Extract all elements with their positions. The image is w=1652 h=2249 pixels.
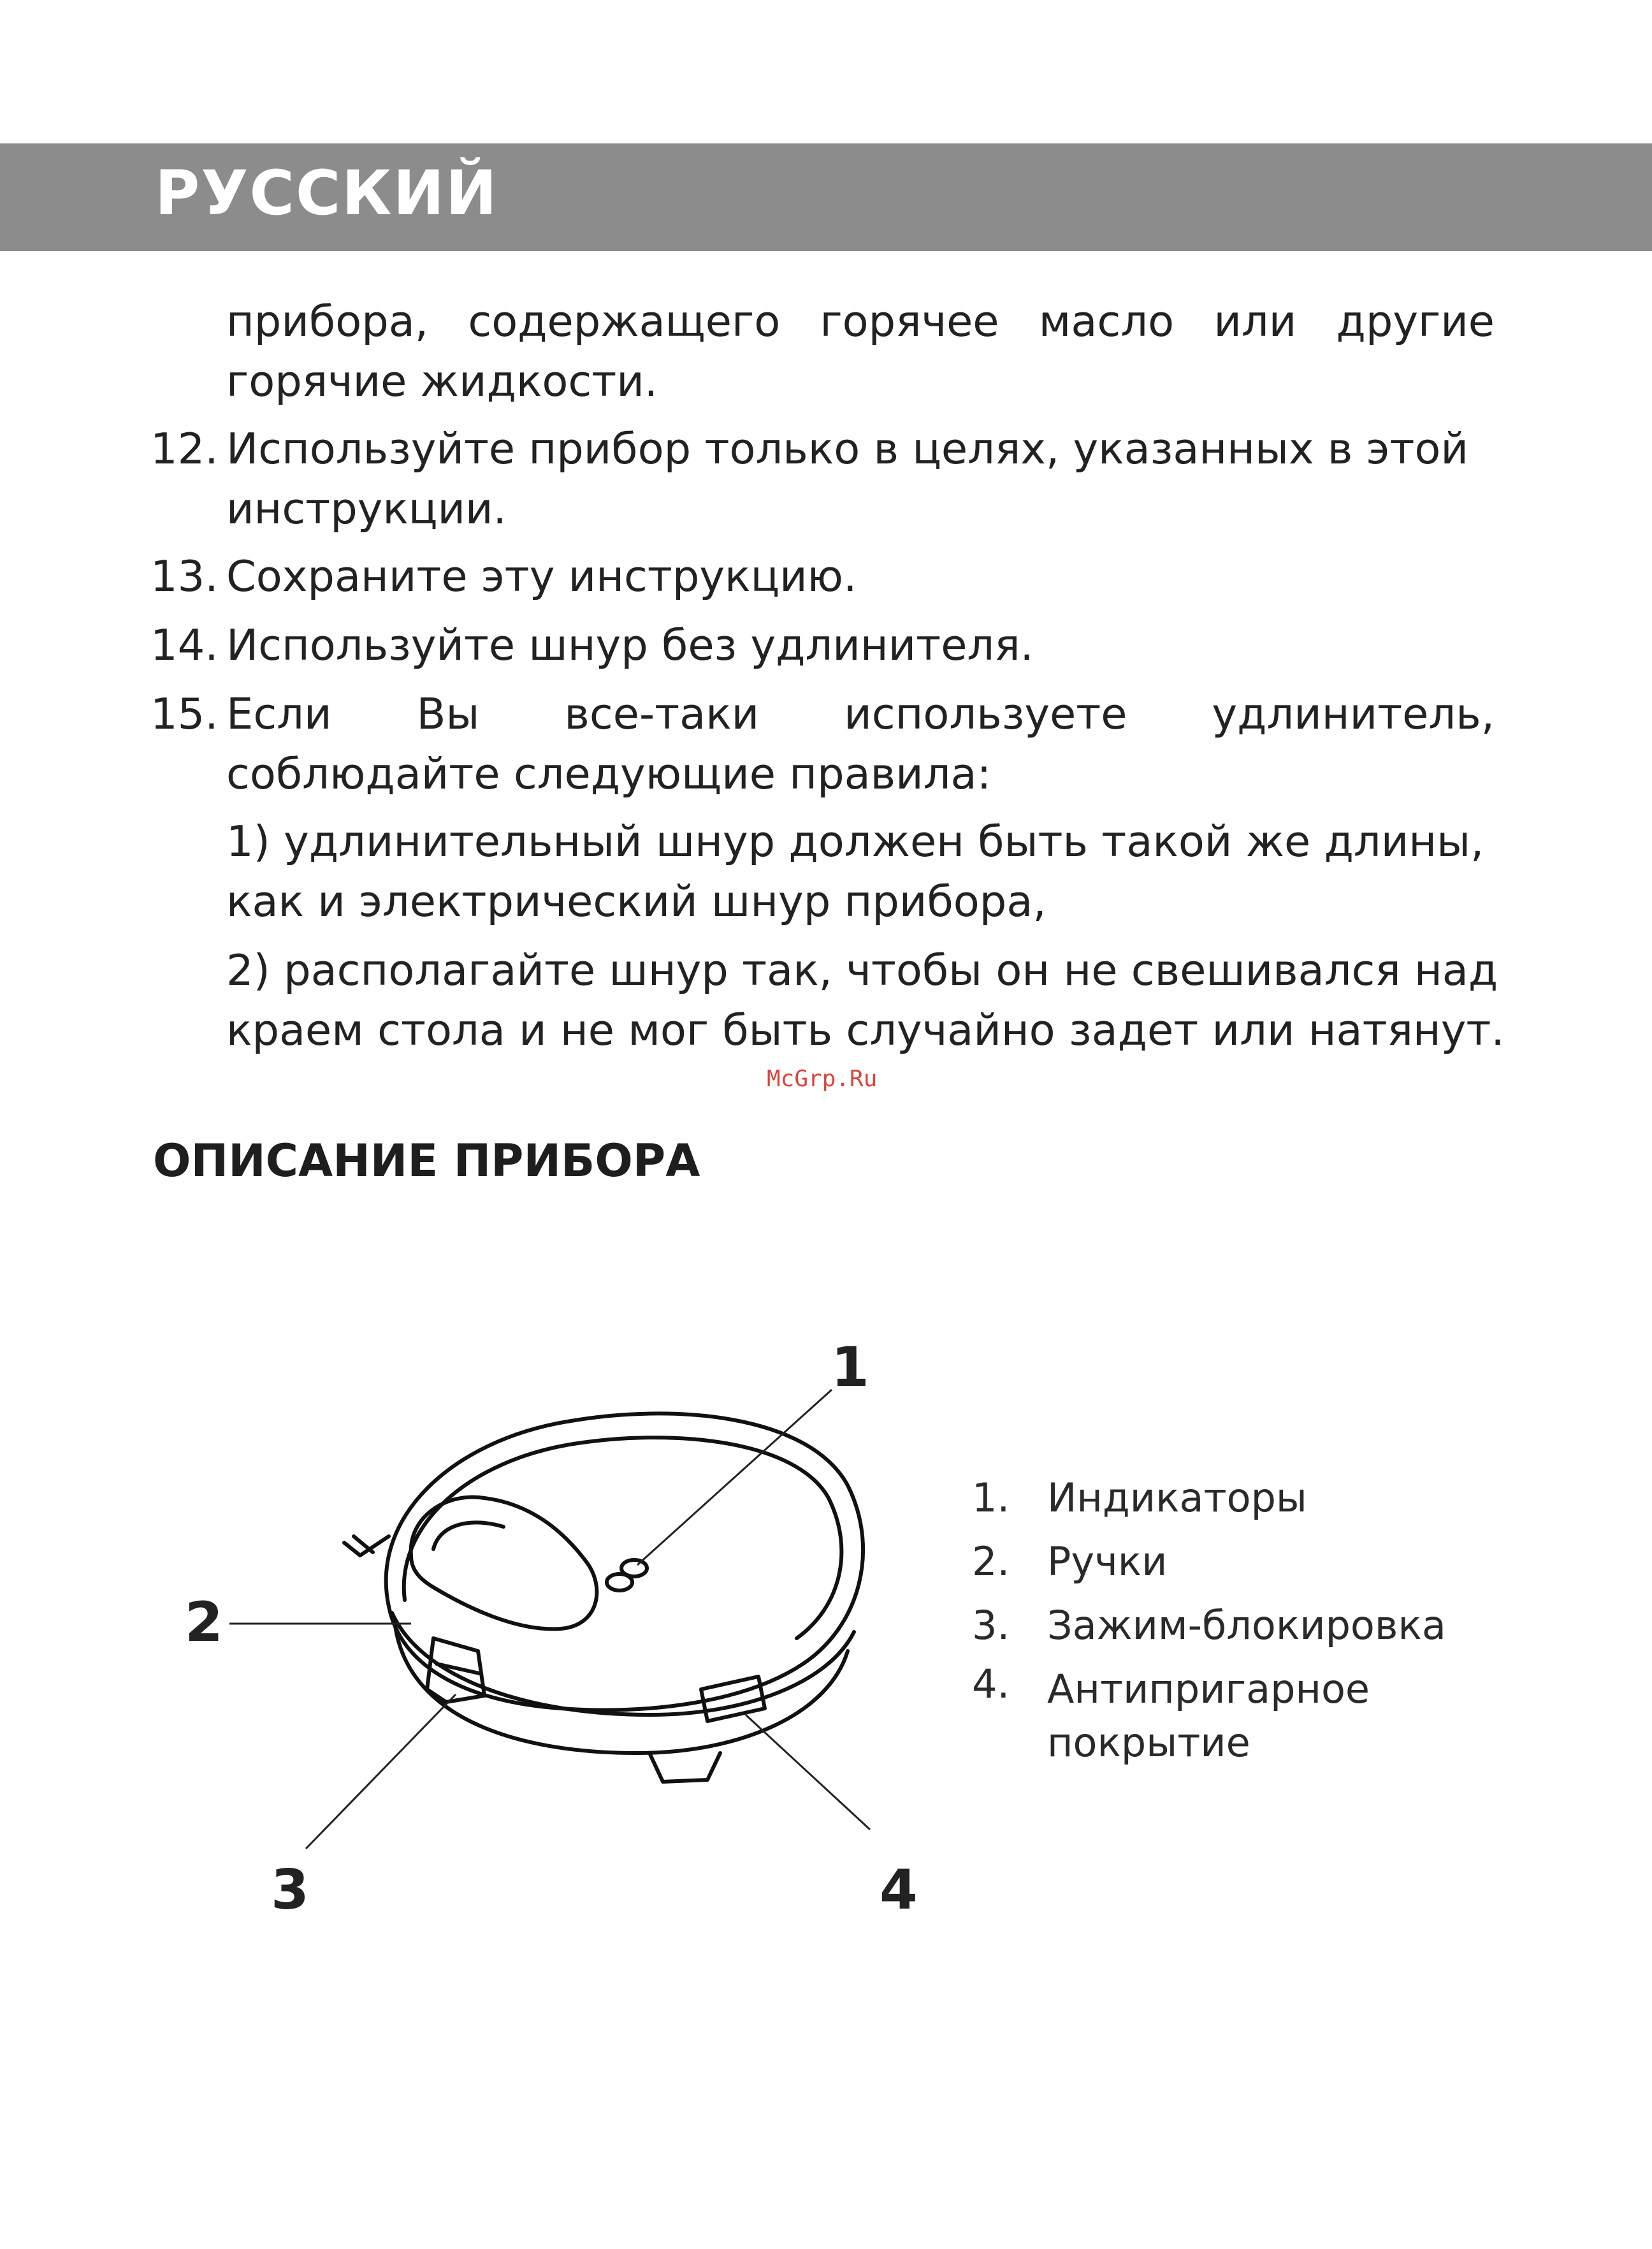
indicator-light-2 — [621, 1560, 647, 1576]
callout-1: 1 — [831, 1336, 869, 1399]
item-12-line-2: инструкции. — [226, 484, 507, 534]
item-15-line-2: соблюдайте следующие правила: — [226, 749, 992, 799]
item-15-line-1: Если Вы все-таки используете удлинитель, — [226, 689, 1495, 739]
legend-label: Антипригарное — [1047, 1666, 1370, 1712]
item-12-line-1: Используйте прибор только в целях, указанных в этой — [226, 424, 1468, 474]
rule-2-line-1: 2) располагайте шнур так, чтобы он не свешивался над — [226, 945, 1498, 995]
callout-2: 2 — [185, 1590, 223, 1654]
callout-4: 4 — [880, 1858, 918, 1922]
legend-number: 2. — [972, 1538, 1010, 1585]
item-12-number: 12. — [150, 424, 219, 474]
legend-item-lock-clip — [972, 1594, 1546, 1657]
leader-line-4 — [746, 1715, 870, 1830]
item-13-line-1: Сохраните эту инструкцию. — [226, 551, 857, 601]
base-outline — [395, 1626, 848, 1753]
rule-1-line-2: как и электрический шнур прибора, — [226, 877, 1047, 926]
legend-number: 3. — [972, 1602, 1010, 1649]
watermark: McGrp.Ru — [767, 1066, 878, 1092]
legend-item-handles — [972, 1530, 1546, 1594]
legend-number: 4. — [972, 1661, 1010, 1707]
rule-1-line-1: 1) удлинительный шнур должен быть такой же длины, — [226, 817, 1484, 866]
legend-number: 1. — [972, 1474, 1010, 1521]
legend-label: Индикаторы — [1047, 1474, 1307, 1521]
legend-label-line-2: покрытие — [1047, 1719, 1250, 1766]
leader-line-1 — [637, 1390, 832, 1565]
leader-line-3 — [306, 1694, 456, 1849]
legend-label: Зажим-блокировка — [1047, 1602, 1446, 1649]
item-13-number: 13. — [150, 551, 219, 601]
callout-3: 3 — [271, 1858, 309, 1922]
continued-text-line-2: горячие жидкости. — [226, 356, 658, 406]
legend-item-nonstick-coating — [972, 1657, 1546, 1770]
item-14-number: 14. — [150, 620, 219, 670]
handle — [411, 1497, 597, 1629]
appliance-diagram — [153, 1307, 982, 1944]
parts-legend — [972, 1466, 1546, 1770]
rule-2-line-2: краем стола и не мог быть случайно задет или натянут. — [226, 1005, 1505, 1055]
item-14-line-1: Используйте шнур без удлинителя. — [226, 620, 1034, 670]
legend-item-indicators — [972, 1466, 1546, 1530]
item-15-number: 15. — [150, 689, 219, 739]
section-title: ОПИСАНИЕ ПРИБОРА — [153, 1135, 700, 1187]
continued-text-line-1: прибора, содержащего горячее масло или другие — [226, 296, 1495, 346]
foot — [650, 1753, 720, 1782]
legend-label: Ручки — [1047, 1538, 1168, 1585]
language-header-title: РУССКИЙ — [155, 157, 498, 229]
